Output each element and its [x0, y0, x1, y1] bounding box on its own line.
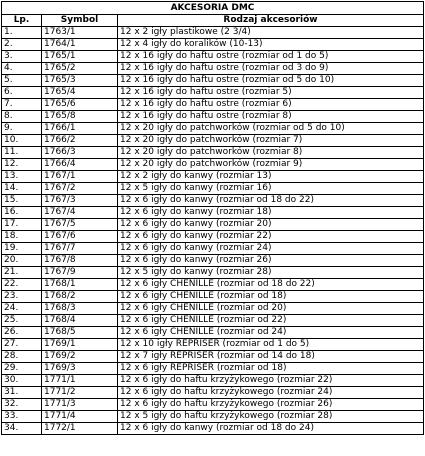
table-row — [2, 27, 424, 39]
cell-type: 12 x 5 igły do haftu krzyżykowego (rozmiar 28) — [118, 411, 424, 423]
cell-symbol: 1767/7 — [42, 243, 118, 255]
cell-lp: 30. — [2, 375, 42, 387]
cell-type: 12 x 2 igły do kanwy (rozmiar 13) — [118, 171, 424, 183]
cell-symbol: 1765/1 — [42, 51, 118, 63]
cell-lp: 20. — [2, 255, 42, 267]
cell-type: 12 x 6 igły do kanwy (rozmiar 24) — [118, 243, 424, 255]
table-row — [2, 423, 424, 435]
cell-lp: 15. — [2, 195, 42, 207]
cell-type: 12 x 6 igły REPRISER (rozmiar od 18) — [118, 363, 424, 375]
cell-symbol: 1769/1 — [42, 339, 118, 351]
cell-symbol: 1771/3 — [42, 399, 118, 411]
cell-lp: 34. — [2, 423, 42, 435]
cell-symbol: 1767/2 — [42, 183, 118, 195]
table-row — [2, 99, 424, 111]
cell-type: 12 x 16 igły do haftu ostre (rozmiar od 5 do 10) — [118, 75, 424, 87]
cell-lp: 9. — [2, 123, 42, 135]
table-row — [2, 219, 424, 231]
table-row — [2, 63, 424, 75]
cell-type: 12 x 6 igły do haftu krzyżykowego (rozmiar 24) — [118, 387, 424, 399]
table-row — [2, 123, 424, 135]
table-row — [2, 75, 424, 87]
cell-lp: 22. — [2, 279, 42, 291]
cell-type: 12 x 16 igły do haftu ostre (rozmiar od 3 do 9) — [118, 63, 424, 75]
cell-type: 12 x 6 igły do kanwy (rozmiar 22) — [118, 231, 424, 243]
cell-type: 12 x 6 igły do kanwy (rozmiar 20) — [118, 219, 424, 231]
table-row — [2, 195, 424, 207]
cell-type: 12 x 20 igły do patchworków (rozmiar 9) — [118, 159, 424, 171]
cell-type: 12 x 2 igły plastikowe (2 3/4) — [118, 27, 424, 39]
cell-symbol: 1767/9 — [42, 267, 118, 279]
table-row — [2, 171, 424, 183]
cell-lp: 33. — [2, 411, 42, 423]
cell-symbol: 1765/6 — [42, 99, 118, 111]
cell-lp: 19. — [2, 243, 42, 255]
table-row — [2, 147, 424, 159]
table-row — [2, 375, 424, 387]
cell-lp: 5. — [2, 75, 42, 87]
cell-lp: 24. — [2, 303, 42, 315]
header-row — [2, 15, 424, 27]
column-header-symbol: Symbol — [42, 15, 118, 27]
cell-type: 12 x 6 igły CHENILLE (rozmiar od 18) — [118, 291, 424, 303]
cell-lp: 27. — [2, 339, 42, 351]
cell-type: 12 x 16 igły do haftu ostre (rozmiar 6) — [118, 99, 424, 111]
cell-type: 12 x 20 igły do patchworków (rozmiar 7) — [118, 135, 424, 147]
cell-type: 12 x 16 igły do haftu ostre (rozmiar 5) — [118, 87, 424, 99]
column-header-type: Rodzaj akcesoriów — [118, 15, 424, 27]
cell-symbol: 1766/4 — [42, 159, 118, 171]
cell-symbol: 1771/4 — [42, 411, 118, 423]
table-row — [2, 267, 424, 279]
table-row — [2, 411, 424, 423]
table-row — [2, 51, 424, 63]
table-row — [2, 135, 424, 147]
cell-symbol: 1771/2 — [42, 387, 118, 399]
cell-symbol: 1771/1 — [42, 375, 118, 387]
cell-lp: 13. — [2, 171, 42, 183]
table-row — [2, 39, 424, 51]
table-row — [2, 303, 424, 315]
cell-lp: 32. — [2, 399, 42, 411]
cell-symbol: 1768/3 — [42, 303, 118, 315]
cell-symbol: 1767/3 — [42, 195, 118, 207]
cell-type: 12 x 6 igły CHENILLE (rozmiar od 24) — [118, 327, 424, 339]
cell-lp: 25. — [2, 315, 42, 327]
table-row — [2, 315, 424, 327]
cell-type: 12 x 16 igły do haftu ostre (rozmiar od 1 do 5) — [118, 51, 424, 63]
cell-lp: 16. — [2, 207, 42, 219]
cell-symbol: 1768/1 — [42, 279, 118, 291]
table-row — [2, 387, 424, 399]
cell-type: 12 x 20 igły do patchworków (rozmiar 8) — [118, 147, 424, 159]
cell-symbol: 1772/1 — [42, 423, 118, 435]
table-row — [2, 363, 424, 375]
cell-symbol: 1768/5 — [42, 327, 118, 339]
cell-lp: 17. — [2, 219, 42, 231]
table-title: AKCESORIA DMC — [2, 2, 424, 15]
cell-symbol: 1767/8 — [42, 255, 118, 267]
cell-type: 12 x 4 igły do koralików (10-13) — [118, 39, 424, 51]
cell-lp: 14. — [2, 183, 42, 195]
title-row — [2, 2, 424, 15]
cell-type: 12 x 5 igły do kanwy (rozmiar 28) — [118, 267, 424, 279]
cell-lp: 23. — [2, 291, 42, 303]
cell-symbol: 1766/2 — [42, 135, 118, 147]
table-row — [2, 231, 424, 243]
cell-lp: 2. — [2, 39, 42, 51]
cell-type: 12 x 6 igły do haftu krzyżykowego (rozmiar 26) — [118, 399, 424, 411]
cell-symbol: 1768/4 — [42, 315, 118, 327]
cell-symbol: 1769/3 — [42, 363, 118, 375]
cell-symbol: 1768/2 — [42, 291, 118, 303]
cell-lp: 18. — [2, 231, 42, 243]
cell-type: 12 x 6 igły do kanwy (rozmiar 18) — [118, 207, 424, 219]
column-header-lp: Lp. — [2, 15, 42, 27]
cell-symbol: 1765/4 — [42, 87, 118, 99]
cell-symbol: 1767/4 — [42, 207, 118, 219]
cell-symbol: 1769/2 — [42, 351, 118, 363]
cell-type: 12 x 20 igły do patchworków (rozmiar od 5 do 10) — [118, 123, 424, 135]
cell-type: 12 x 6 igły CHENILLE (rozmiar od 18 do 22) — [118, 279, 424, 291]
cell-lp: 29. — [2, 363, 42, 375]
cell-type: 12 x 6 igły CHENILLE (rozmiar od 22) — [118, 315, 424, 327]
cell-lp: 31. — [2, 387, 42, 399]
table-row — [2, 339, 424, 351]
cell-type: 12 x 6 igły do kanwy (rozmiar od 18 do 24) — [118, 423, 424, 435]
table-row — [2, 207, 424, 219]
cell-symbol: 1765/2 — [42, 63, 118, 75]
cell-symbol: 1764/1 — [42, 39, 118, 51]
cell-lp: 8. — [2, 111, 42, 123]
table-row — [2, 291, 424, 303]
table-row — [2, 351, 424, 363]
table-row — [2, 159, 424, 171]
table-row — [2, 279, 424, 291]
table-body — [2, 27, 424, 435]
cell-symbol: 1765/8 — [42, 111, 118, 123]
table-row — [2, 87, 424, 99]
cell-lp: 11. — [2, 147, 42, 159]
cell-type: 12 x 16 igły do haftu ostre (rozmiar 8) — [118, 111, 424, 123]
cell-lp: 12. — [2, 159, 42, 171]
cell-type: 12 x 5 igły do kanwy (rozmiar 16) — [118, 183, 424, 195]
cell-lp: 10. — [2, 135, 42, 147]
cell-symbol: 1765/3 — [42, 75, 118, 87]
cell-symbol: 1766/1 — [42, 123, 118, 135]
table-row — [2, 399, 424, 411]
table-row — [2, 327, 424, 339]
cell-type: 12 x 7 igły REPRISER (rozmiar od 14 do 18) — [118, 351, 424, 363]
cell-lp: 7. — [2, 99, 42, 111]
cell-symbol: 1766/3 — [42, 147, 118, 159]
table-row — [2, 255, 424, 267]
cell-type: 12 x 6 igły do kanwy (rozmiar 26) — [118, 255, 424, 267]
cell-type: 12 x 6 igły CHENILLE (rozmiar od 20) — [118, 303, 424, 315]
cell-lp: 1. — [2, 27, 42, 39]
table-row — [2, 111, 424, 123]
cell-type: 12 x 6 igły do kanwy (rozmiar od 18 do 22) — [118, 195, 424, 207]
cell-symbol: 1763/1 — [42, 27, 118, 39]
cell-lp: 3. — [2, 51, 42, 63]
table-row — [2, 183, 424, 195]
cell-lp: 6. — [2, 87, 42, 99]
accessories-table — [1, 1, 424, 435]
cell-lp: 4. — [2, 63, 42, 75]
cell-symbol: 1767/1 — [42, 171, 118, 183]
cell-symbol: 1767/6 — [42, 231, 118, 243]
cell-type: 12 x 10 igły REPRISER (rozmiar od 1 do 5) — [118, 339, 424, 351]
table-row — [2, 243, 424, 255]
cell-lp: 21. — [2, 267, 42, 279]
cell-symbol: 1767/5 — [42, 219, 118, 231]
cell-lp: 26. — [2, 327, 42, 339]
cell-type: 12 x 6 igły do haftu krzyżykowego (rozmiar 22) — [118, 375, 424, 387]
cell-lp: 28. — [2, 351, 42, 363]
